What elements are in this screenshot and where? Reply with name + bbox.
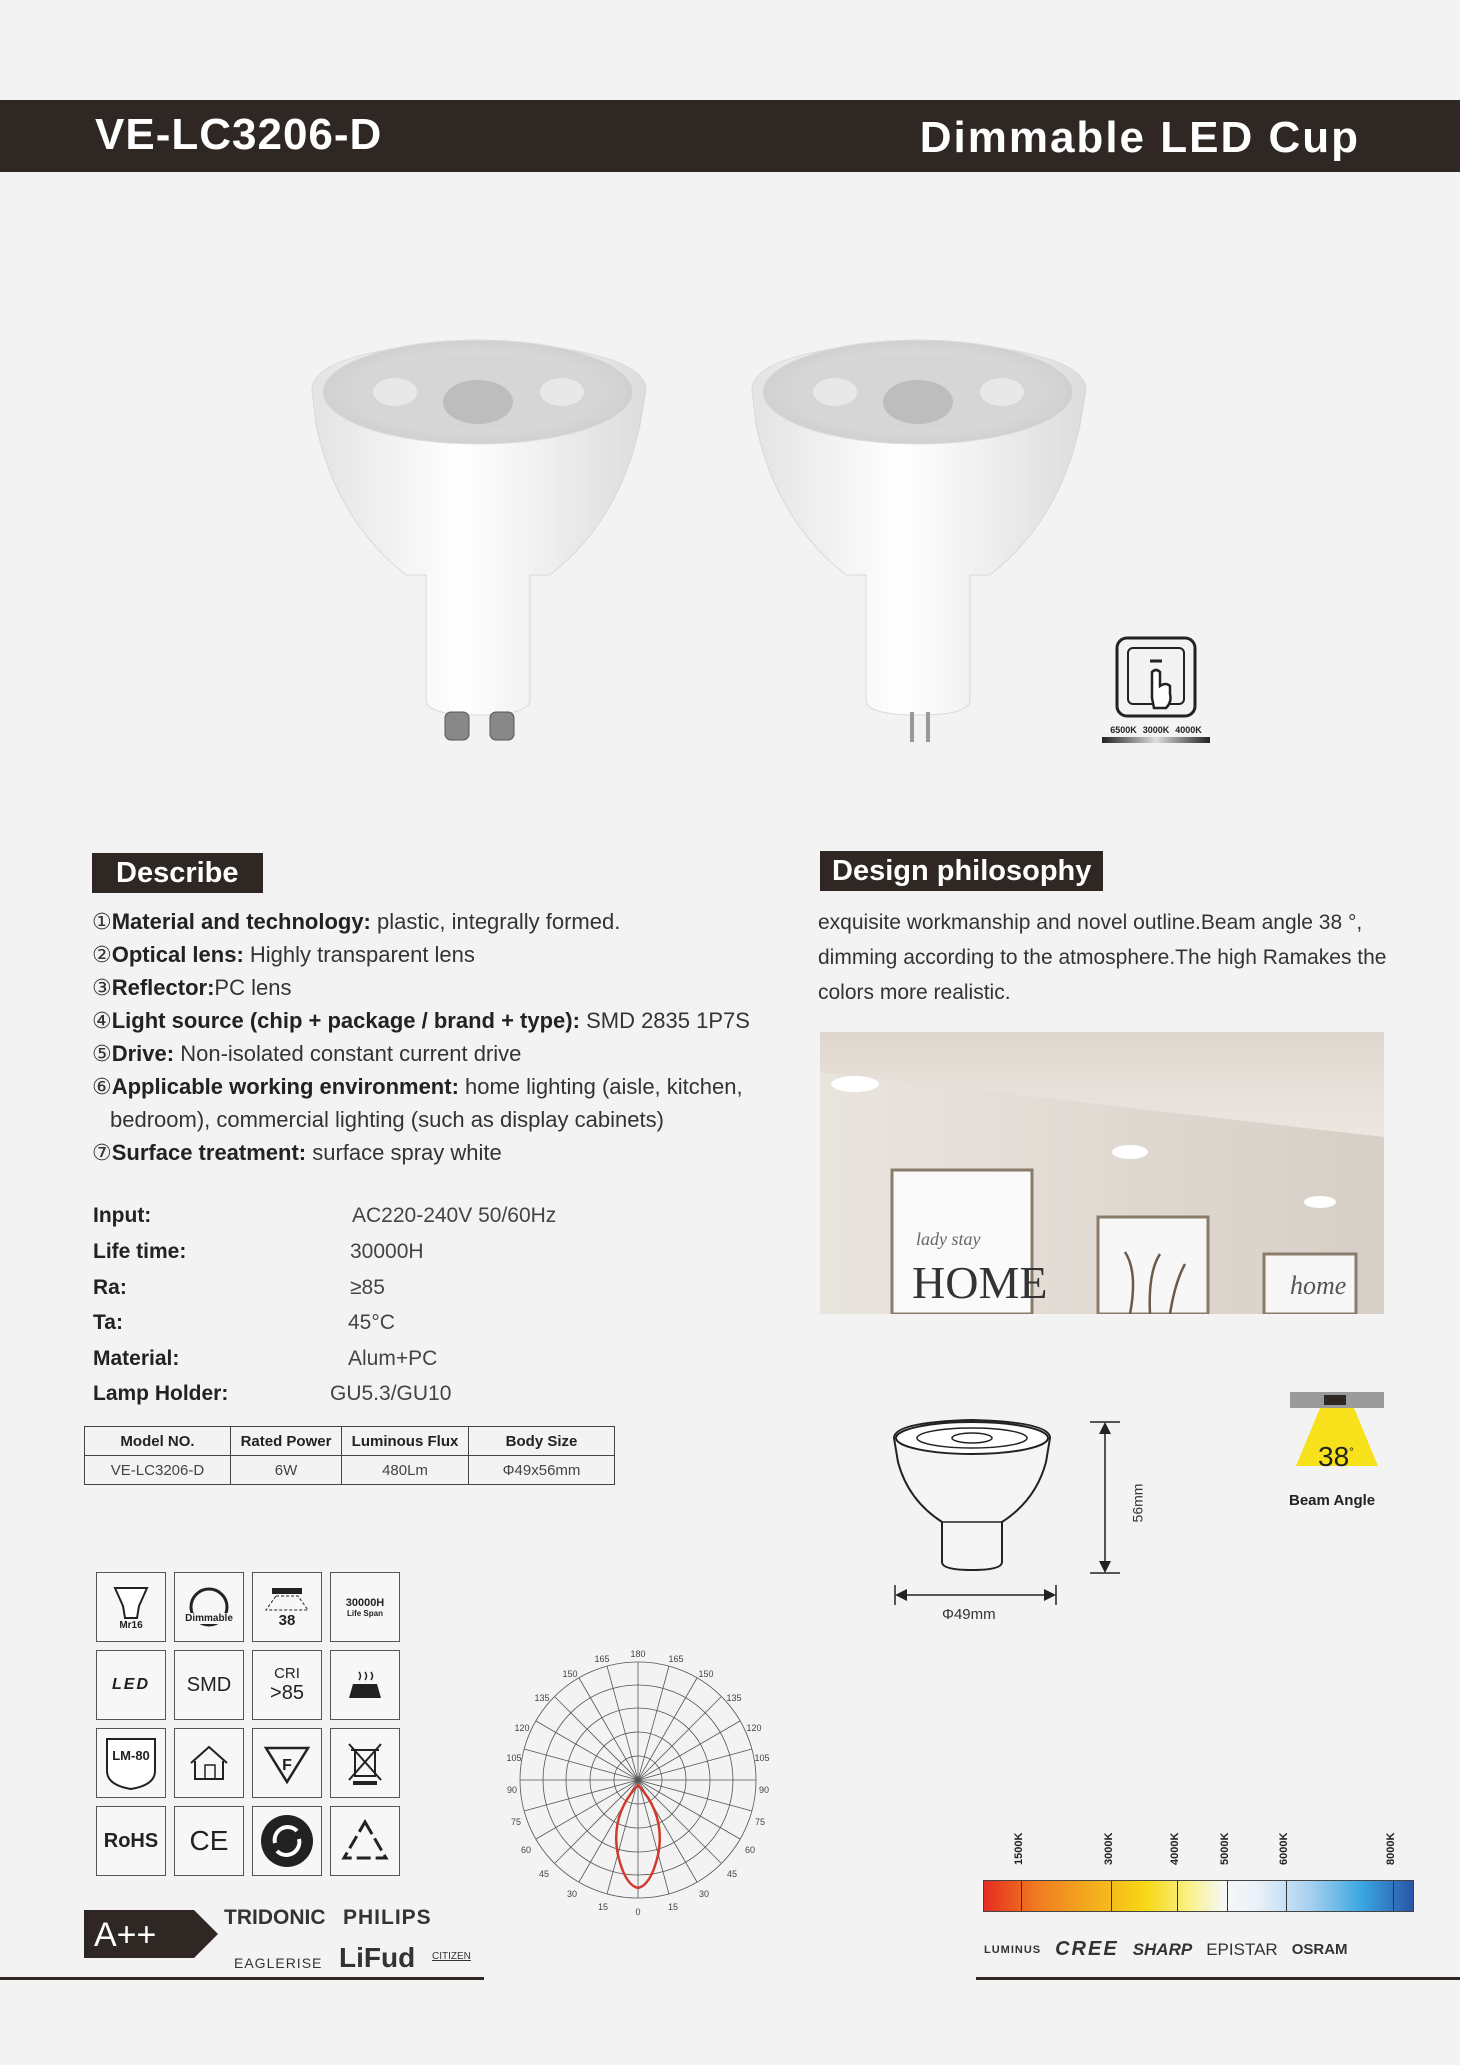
svg-text:0: 0	[635, 1907, 641, 1917]
weee-bin-icon	[330, 1728, 400, 1798]
spec-value-ra: ≥85	[350, 1276, 385, 1299]
temp-tick	[1177, 1881, 1178, 1911]
table-cell: Φ49x56mm	[469, 1456, 615, 1485]
bottom-rule-left	[0, 1977, 484, 1980]
gu53-bulb-image	[740, 320, 1120, 750]
dimmer-badge	[1100, 636, 1212, 746]
beam-angle-value: 38°	[1318, 1441, 1354, 1472]
temp-tick	[1286, 1881, 1287, 1911]
f-mark-icon	[252, 1728, 322, 1798]
design-text: exquisite workmanship and novel outline.Beam angle 38 °, dimming according to the atmosphere.The high Ramakes the colors more realistic.	[818, 911, 1387, 1004]
brand-sharp: SHARP	[1132, 1939, 1193, 1959]
svg-text:105: 105	[754, 1753, 770, 1763]
interior-photo	[820, 1032, 1384, 1314]
temp-label: 4000K	[1169, 1832, 1181, 1865]
describe-item: ①Material and technology: plastic, integrally formed.	[92, 909, 621, 934]
svg-text:135: 135	[726, 1693, 742, 1703]
describe-heading: Describe	[92, 853, 263, 893]
polar-diagram	[490, 1645, 790, 1925]
temp-tick	[1111, 1881, 1112, 1911]
describe-item: ⑥Applicable working environment: home lighting (aisle, kitchen,	[92, 1074, 743, 1099]
table-cell: 480Lm	[342, 1456, 469, 1485]
photo-home-text: HOME	[912, 1257, 1048, 1308]
svg-text:105: 105	[506, 1753, 522, 1763]
svg-text:150: 150	[562, 1669, 578, 1679]
temp-label: 5000K	[1219, 1832, 1231, 1865]
brand-lifud: LiFud	[339, 1942, 416, 1973]
spec-label-ra: Ra:	[93, 1276, 127, 1299]
svg-text:75: 75	[510, 1817, 522, 1827]
spec-value-input: AC220-240V 50/60Hz	[352, 1204, 557, 1227]
describe-item: ②Optical lens: Highly transparent lens	[92, 942, 475, 967]
svg-text:30: 30	[698, 1889, 710, 1899]
dimmer-label-3: 4000K	[1175, 725, 1202, 735]
svg-text:A++: A++	[94, 1916, 157, 1954]
brand-epistar: EPISTAR	[1206, 1939, 1278, 1959]
led-icon: LED	[96, 1650, 166, 1720]
svg-text:165: 165	[668, 1654, 684, 1664]
dimmable-icon: Dimmable	[174, 1572, 244, 1642]
dimmer-label-1: 6500K	[1110, 725, 1137, 735]
brand-tridonic: TRIDONIC	[224, 1906, 326, 1929]
dimension-drawing	[880, 1410, 1160, 1635]
dimmer-label-2: 3000K	[1142, 725, 1170, 735]
table-header: Luminous Flux	[342, 1427, 469, 1456]
brand-osram: OSRAM	[1291, 1941, 1348, 1958]
cri-icon: CRI >85	[252, 1650, 322, 1720]
svg-text:45: 45	[726, 1869, 738, 1879]
temp-tick	[1393, 1881, 1394, 1911]
svg-text:135: 135	[534, 1693, 550, 1703]
mr16-icon: Mr16	[96, 1572, 166, 1642]
energy-class-badge	[84, 1910, 219, 1958]
brand-philips: PHILIPS	[343, 1906, 432, 1929]
lm80-icon	[96, 1728, 166, 1798]
svg-text:150: 150	[698, 1669, 714, 1679]
spec-label-ta: Ta:	[93, 1311, 123, 1334]
describe-item: ③Reflector:PC lens	[92, 975, 292, 1000]
beam-38-icon: 38	[252, 1572, 322, 1642]
svg-text:30: 30	[566, 1889, 578, 1899]
recycle-triangle-icon	[330, 1806, 400, 1876]
brand-eaglerise: EAGLERISE	[234, 1955, 323, 1971]
table-header: Rated Power	[231, 1427, 342, 1456]
svg-text:75: 75	[754, 1817, 766, 1827]
spec-label-holder: Lamp Holder:	[93, 1382, 229, 1405]
indoor-use-icon	[174, 1728, 244, 1798]
temp-tick	[1227, 1881, 1228, 1911]
brand-luminus: LUMINUS	[984, 1943, 1042, 1956]
photo-home-script: home	[1290, 1271, 1347, 1300]
temp-label: 1500K	[1013, 1832, 1025, 1865]
table-header: Body Size	[469, 1427, 615, 1456]
bottom-rule-right	[976, 1977, 1460, 1980]
table-cell: 6W	[231, 1456, 342, 1485]
svg-text:15: 15	[667, 1902, 679, 1912]
spec-value-life: 30000H	[350, 1240, 424, 1263]
svg-text:120: 120	[514, 1723, 530, 1733]
touch-switch-icon	[1100, 636, 1212, 726]
temp-label: 3000K	[1103, 1832, 1115, 1865]
model-number: VE-LC3206-D	[95, 110, 383, 159]
product-type-title: Dimmable LED Cup	[919, 113, 1360, 162]
spec-label-material: Material:	[93, 1347, 180, 1370]
svg-text:F: F	[282, 1757, 292, 1774]
recycle-circle-icon	[252, 1806, 322, 1876]
svg-text:60: 60	[520, 1845, 532, 1855]
describe-list	[92, 905, 812, 1169]
spec-table	[84, 1426, 615, 1485]
table-header: Model NO.	[85, 1427, 231, 1456]
brand-cree: CREE	[1055, 1938, 1119, 1960]
life-span-icon: 30000H Life Span	[330, 1572, 400, 1642]
svg-text:45: 45	[538, 1869, 550, 1879]
table-cell: VE-LC3206-D	[85, 1456, 231, 1485]
rohs-icon: RoHS	[96, 1806, 166, 1876]
beam-angle-label: Beam Angle	[1289, 1492, 1376, 1509]
svg-text:15: 15	[597, 1902, 609, 1912]
table-row	[85, 1456, 615, 1485]
temp-label: 8000K	[1385, 1832, 1397, 1865]
table-header-row	[85, 1427, 615, 1456]
design-heading: Design philosophy	[820, 851, 1103, 891]
smd-icon: SMD	[174, 1650, 244, 1720]
temp-tick	[1021, 1881, 1022, 1911]
diameter-dimension: Φ49mm	[942, 1606, 996, 1623]
describe-item: ⑤Drive: Non-isolated constant current drive	[92, 1041, 522, 1066]
height-dimension: 56mm	[1129, 1483, 1146, 1523]
spec-label-life: Life time:	[93, 1240, 187, 1263]
svg-text:LM-80: LM-80	[112, 1748, 150, 1763]
svg-text:165: 165	[594, 1654, 610, 1664]
color-temperature-bar	[983, 1880, 1414, 1912]
temp-label: 6000K	[1278, 1832, 1290, 1865]
photo-caption: lady stay	[916, 1229, 981, 1249]
svg-text:90: 90	[506, 1785, 518, 1795]
spec-value-material: Alum+PC	[348, 1347, 438, 1370]
spec-value-ta: 45°C	[348, 1311, 395, 1334]
svg-text:120: 120	[746, 1723, 762, 1733]
gu10-bulb-image	[300, 320, 680, 750]
svg-text:60: 60	[744, 1845, 756, 1855]
chip-brands	[984, 1938, 1348, 1961]
spec-value-holder: GU5.3/GU10	[330, 1382, 452, 1405]
describe-item: ④Light source (chip + package / brand + type): SMD 2835 1P7S	[92, 1008, 750, 1033]
svg-text:180: 180	[630, 1649, 646, 1659]
brand-citizen: CITIZEN	[432, 1951, 471, 1962]
heat-icon	[330, 1650, 400, 1720]
spec-label-input: Input:	[93, 1204, 152, 1227]
describe-item-continued: bedroom), commercial lighting (such as display cabinets)	[110, 1107, 664, 1132]
ce-icon: CE	[174, 1806, 244, 1876]
describe-item: ⑦Surface treatment: surface spray white	[92, 1140, 502, 1165]
dimmer-gradient	[1102, 737, 1210, 743]
svg-text:90: 90	[758, 1785, 770, 1795]
